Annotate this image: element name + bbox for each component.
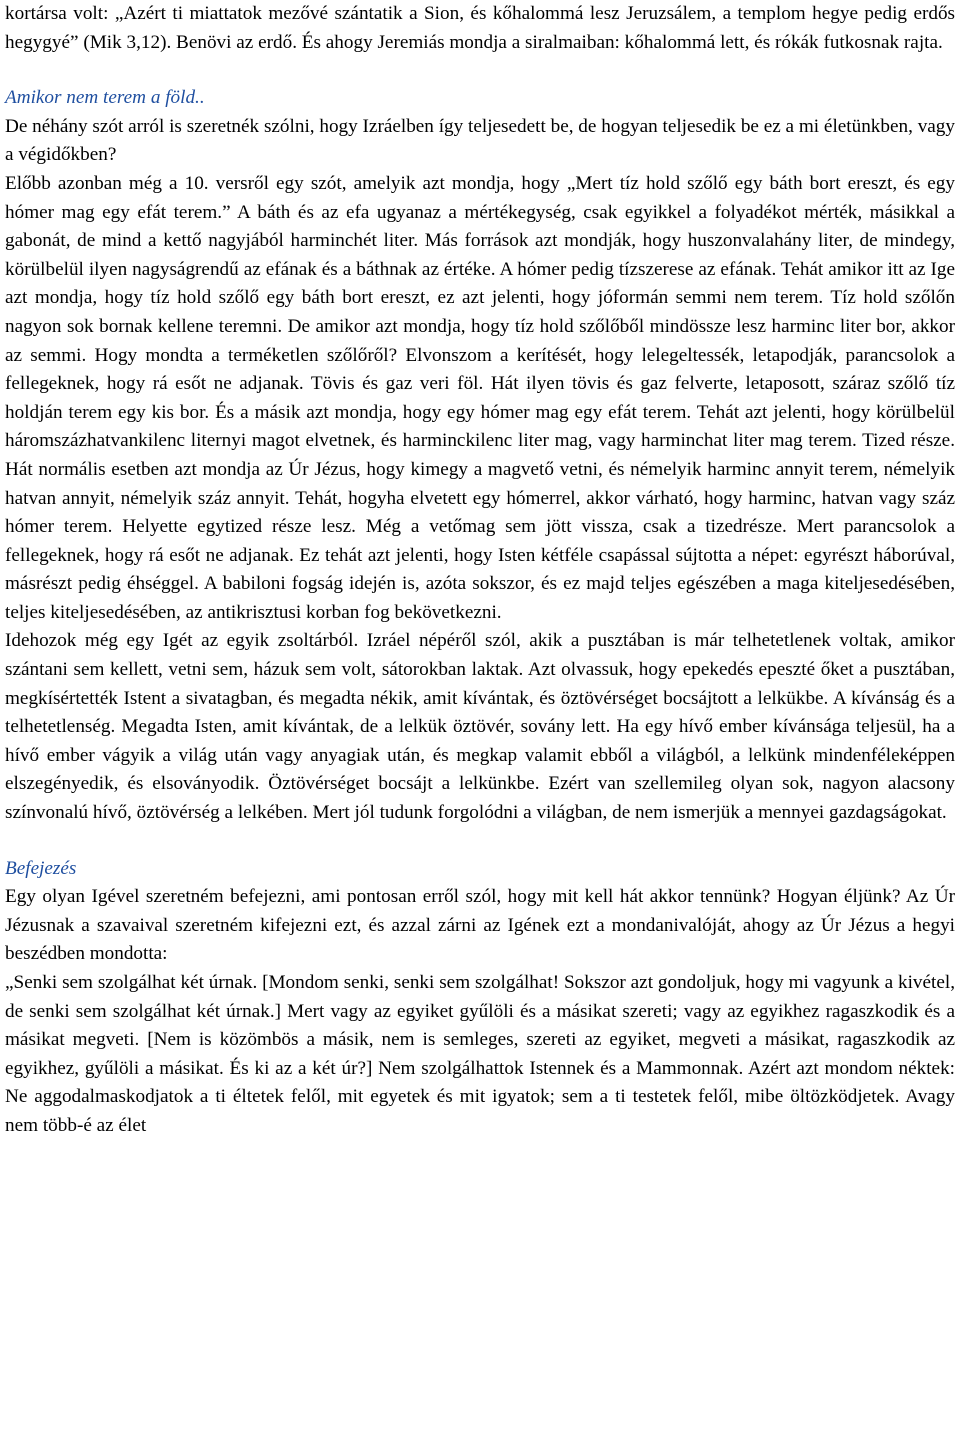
section2-paragraph-2: „Senki sem szolgálhat két úrnak. [Mondom senki, senki sem szolgálhat! Sokszor azt gondoljuk, hogy mi vagyunk a kivétel, de senki sem szolgálhat két úrnak.] Mert vagy az egyiket gyűlöli és a másikat szereti; vagy az egyikhez ragaszkodik és a másikat megveti. [Nem is közömbös a másik, nem is semleges, szereti az egyiket, megveti a másikat, ragaszkodik az egyikhez, gyűlöli a másikat. És ki az a két úr?] Nem szolgálhattok Istennek és a Mammonnak. Azért azt mondom néktek: Ne aggodalmaskodjatok a ti éltetek felől, mit egyetek és mit igyatok; sem a ti testetek felől, mibe öltözködjetek. Avagy nem több-é az élet: [5, 972, 955, 1136]
section1-paragraph-2: Előbb azonban még a 10. versről egy szót, amelyik azt mondja, hogy „Mert tíz hold szőlő egy báth bort ereszt, és egy hómer mag egy efát terem.” A báth és az efa ugyanaz a mértékegység, csak egyikkel a folyadékot mérték, másikkal a gabonát, de mind a kettő nagyjából harminchét liter. Más források azt mondják, hogy huszonvalahány liter, de mindegy, körülbelül ilyen nagyságrendű az efának és a báthnak az értéke. A hómer pedig tízszerese az efának. Tehát amikor itt az Ige azt mondja, hogy tíz hold szőlő egy báth bort ereszt, ez azt jelenti, hogy jóformán semmi nem terem. Tíz hold szőlőn nagyon sok bornak kellene teremni. De amikor azt mondja, hogy tíz hold szőlőből mindössze lesz harminc liter bor, akkor az semmi. Hogy mondta a terméketlen szőlőről? Elvonszom a kerítését, hogy lelegeltessék, letapodják, parancsolok a fellegeknek, hogy rá esőt ne adjanak. Tövis és gaz veri föl. Hát ilyen tövis és gaz felverte, letaposott, száraz szőlő tíz holdján terem egy kis bor. És a másik azt mondja, hogy egy hómer mag egy efát terem. Tehát azt jelenti, hogy körülbelül háromszázhatvankilenc liternyi magot elvetnek, és harminckilenc liter mag, vagy harminchat liter mag terem. Tized része. Hát normális esetben azt mondja az Úr Jézus, hogy kimegy a magvető vetni, és némelyik harminc annyit terem, némelyik hatvan annyit, némelyik száz annyit. Tehát, hogyha elvetett egy hómerrel, akkor várható, hogy harminc, hatvan vagy száz hómer terem. Helyette egytized része lesz. Még a vetőmag sem jött vissza, csak a tizedrésze. Mert parancsolok a fellegeknek, hogy rá esőt ne adjanak. Ez tehát azt jelenti, hogy Isten kétféle csapással sújtotta a népet: egyrészt háborúval, másrészt pedig éhséggel. A babiloni fogság idején is, azóta sokszor, és ez majd teljes egészében a maga kiteljesedésében, teljes kiteljesedésében, az antikrisztusi korban fog bekövetkezni.: [5, 172, 955, 623]
section-heading-amikor-nem-terem: Amikor nem terem a föld..: [5, 87, 205, 109]
section2-paragraph-1: Egy olyan Igével szeretném befejezni, ami pontosan erről szól, hogy mit kell hát akkor tennünk? Hogyan éljünk? Az Úr Jézusnak a szavaival szeretném kifejezni ezt, és azzal zárni az Igének ezt a mondanivalóját, ahogy az Úr Jézus a hegyi beszédben mondotta:: [5, 886, 955, 965]
section1-paragraph-1: De néhány szót arról is szeretnék szólni, hogy Izráelben így teljesedett be, de hogyan teljesedik be ez a mi életünkben, vagy a végidőkben?: [5, 115, 955, 166]
intro-paragraph: kortársa volt: „Azért ti miattatok mezővé szántatik a Sion, és kőhalommá lesz Jeruzsálem, a templom hegye pedig erdős hegygyé” (Mik 3,12). Benövi az erdő. És ahogy Jeremiás mondja a siralmaiban: kőhalommá lett, és rókák futkosnak rajta.: [5, 3, 955, 53]
section-heading-befejezes: Befejezés: [5, 857, 77, 879]
document-page: [5, 0, 955, 1141]
section1-paragraph-3: Idehozok még egy Igét az egyik zsoltárból. Izráel népéről szól, akik a pusztában is már telhetetlenek voltak, amikor szántani sem kellett, vetni sem, házuk sem volt, sátorokban laktak. Azt olvassuk, hogy epekedés epeszté őket a pusztában, megkísértették Istent a sivatagban, és megadta nékik, amit kívántak, és öztövérséget bocsájtott a lelkükbe. A kívánság és a telhetetlenség. Megadta Isten, amit kívántak, de a lelkük öztövér, sovány lett. Ha egy hívő ember kívánsága teljesül, ha a hívő ember vágyik a világ után vagy anyagiak után, és megkap valamit ebből a világból, a lelkünk mindenféleképpen elszegényedik, és elsoványodik. Öztövérséget bocsájt a lelkünkbe. Ezért van szellemileg olyan sok, nagyon alacsony színvonalú hívő, öztövérség a lelkében. Mert jól tudunk forgolódni a világban, de nem ismerjük a mennyei gazdagságokat.: [5, 630, 955, 824]
